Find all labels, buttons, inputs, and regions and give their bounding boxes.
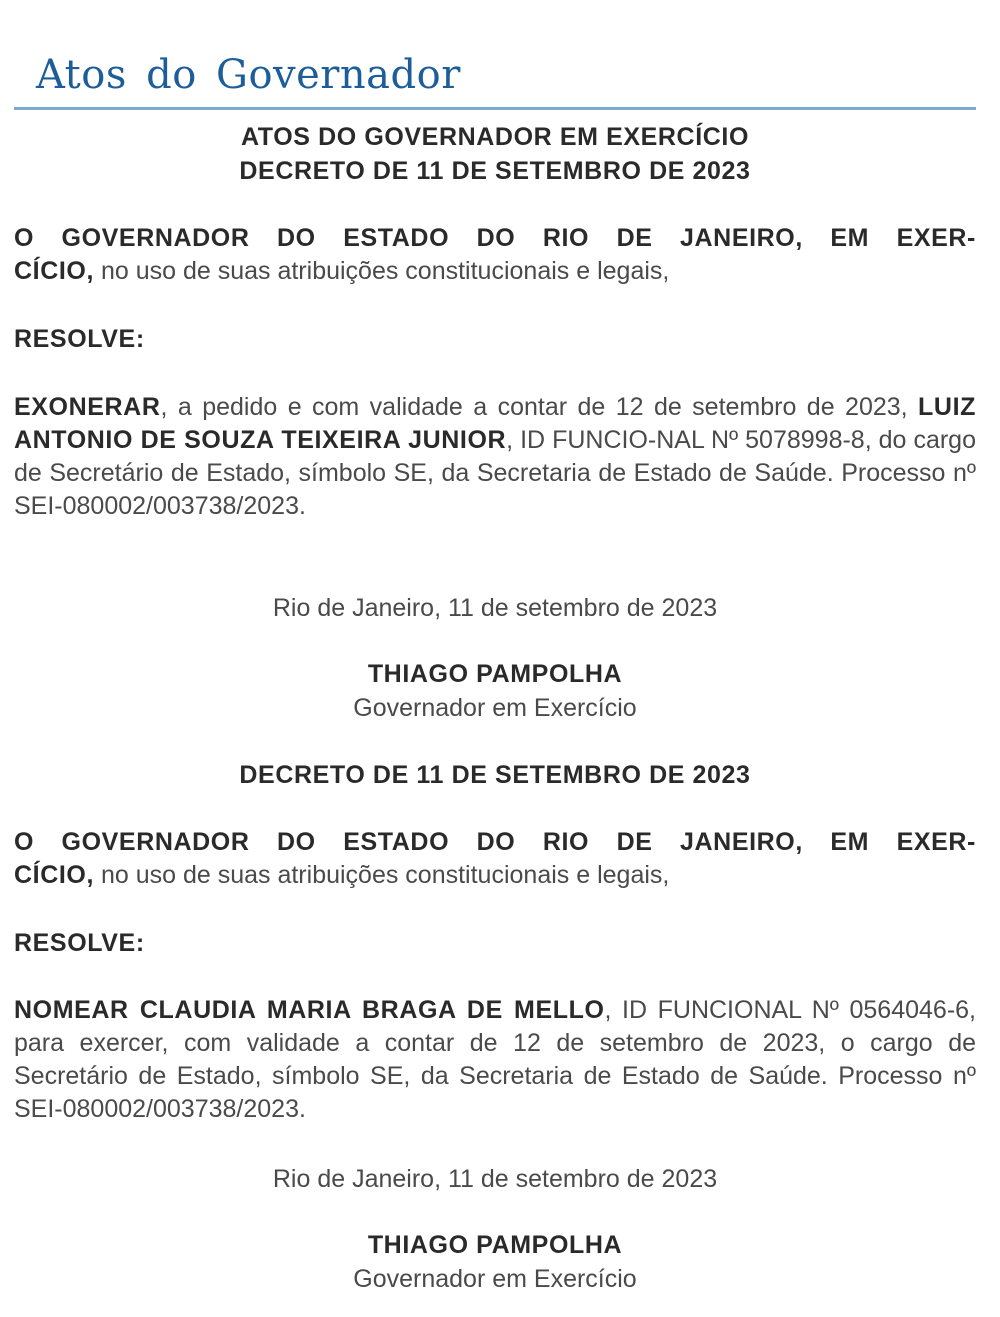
action-verb: EXONERAR	[14, 393, 161, 421]
decree-2-signer-role: Governador em Exercício	[353, 1265, 637, 1293]
decree-2-preamble: O GOVERNADOR DO ESTADO DO RIO DE JANEIRO, EM EXER- CÍCIO, no uso de suas atribuições constitucionais e legais,	[14, 828, 976, 889]
action-verb-and-name: NOMEAR CLAUDIA MARIA BRAGA DE MELLO	[14, 996, 605, 1024]
decree-1-place-date: Rio de Janeiro, 11 de setembro de 2023	[272, 594, 718, 622]
title-rule	[14, 107, 976, 110]
decree-1-title: DECRETO DE 11 DE SETEMBRO DE 2023	[239, 157, 751, 185]
decree-2-signer-name: THIAGO PAMPOLHA	[367, 1231, 623, 1259]
decree-1-signer-role: Governador em Exercício	[353, 694, 637, 722]
decree-1-resolve: RESOLVE:	[14, 325, 145, 353]
decree-2-place-date: Rio de Janeiro, 11 de setembro de 2023	[272, 1165, 718, 1193]
decree-2-body: NOMEAR CLAUDIA MARIA BRAGA DE MELLO, ID FUNCIONAL Nº 0564046-6, para exercer, com validade a contar de 12 de setembro de 2023, o cargo de Secretário de Estado, símbolo SE, da Secretaria de Estado de Saúde. Processo nº SEI-080002/003738/2023.	[14, 996, 976, 1123]
decree-1-body: EXONERAR, a pedido e com validade a contar de 12 de setembro de 2023, LUIZ ANTONIO DE SOUZA TEIXEIRA JUNIOR, ID FUNCIO-NAL Nº 5078998-8, do cargo de Secretário de Estado, símbolo SE, da Secretaria de Estado de Saúde. Processo nº SEI-080002/003738/2023.	[14, 393, 976, 520]
decree-1-preamble: O GOVERNADOR DO ESTADO DO RIO DE JANEIRO, EM EXER- CÍCIO, no uso de suas atribuições constitucionais e legais,	[14, 224, 976, 285]
acts-header: ATOS DO GOVERNADOR EM EXERCÍCIO	[240, 123, 749, 151]
person-name: LUIZ ANTONIO DE SOUZA TEIXEIRA JUNIOR	[14, 393, 976, 454]
decree-2-title: DECRETO DE 11 DE SETEMBRO DE 2023	[239, 761, 751, 789]
decree-1-signer-name: THIAGO PAMPOLHA	[367, 660, 623, 688]
preamble-bold: O GOVERNADOR DO ESTADO DO RIO DE JANEIRO, EM EXER-	[14, 224, 976, 252]
section-title: Atos do Governador	[36, 52, 461, 98]
decree-2-resolve: RESOLVE:	[14, 929, 145, 957]
